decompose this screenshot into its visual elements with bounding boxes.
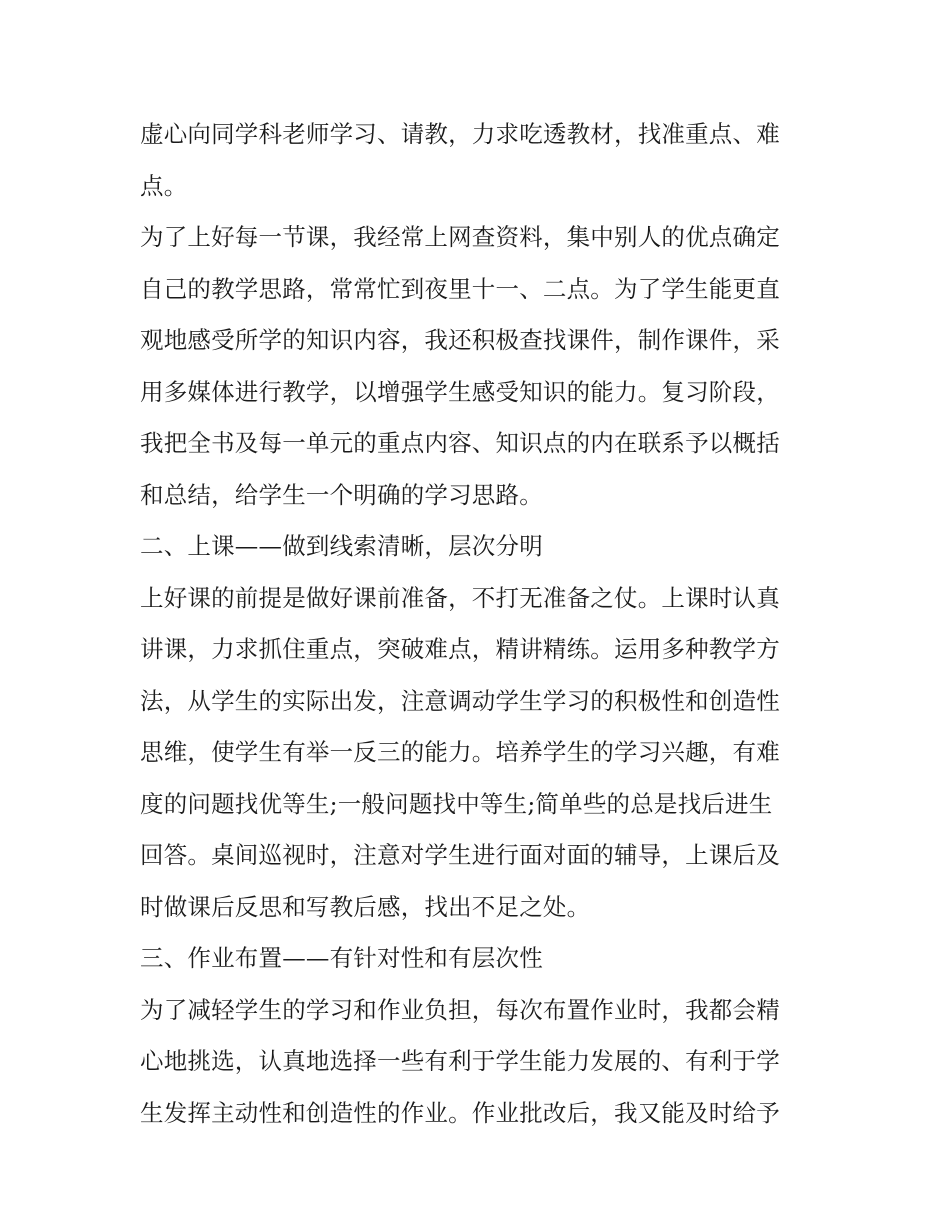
text-line: 为了上好每一节课，我经常上网查资料，集中别人的优点确定 (140, 223, 780, 251)
text-line: 生发挥主动性和创造性的作业。作业批改后，我又能及时给予 (140, 1098, 780, 1127)
text-line: 讲课，力求抓住重点，突破难点，精讲精练。运用多种教学方 (140, 635, 780, 663)
text-line: 虚心向同学科老师学习、请教，力求吃透教材，找准重点、难 (140, 120, 780, 148)
text-line: 和总结，给学生一个明确的学习思路。 (140, 480, 543, 509)
text-line: 心地挑选，认真地选择一些有利于学生能力发展的、有利于学 (140, 1047, 780, 1075)
text-line: 法，从学生的实际出发，注意调动学生学习的积极性和创造性 (140, 686, 780, 715)
text-line: 自己的教学思路，常常忙到夜里十一、二点。为了学生能更直 (140, 274, 780, 303)
section-heading: 二、上课——做到线索清晰，层次分明 (140, 532, 543, 560)
text-line: 回答。桌间巡视时，注意对学生进行面对面的辅导，上课后及 (140, 841, 780, 869)
text-line: 思维，使学生有举一反三的能力。培养学生的学习兴趣，有难 (140, 738, 780, 766)
text-line: 度的问题找优等生;一般问题找中等生;简单些的总是找后进生 (140, 789, 773, 818)
text-line: 为了减轻学生的学习和作业负担，每次布置作业时，我都会精 (140, 995, 780, 1024)
text-line: 观地感受所学的知识内容，我还积极查找课件，制作课件，采 (140, 326, 780, 354)
text-line: 上好课的前提是做好课前准备，不打无准备之仗。上课时认真 (140, 583, 780, 612)
section-heading: 三、作业布置——有针对性和有层次性 (140, 944, 543, 972)
document-body (140, 109, 815, 1139)
text-line: 点。 (140, 171, 188, 200)
text-line: 时做课后反思和写教后感，找出不足之处。 (140, 892, 591, 921)
text-line: 我把全书及每一单元的重点内容、知识点的内在联系予以概括 (140, 429, 780, 457)
text-line: 用多媒体进行教学，以增强学生感受知识的能力。复习阶段， (140, 377, 780, 406)
